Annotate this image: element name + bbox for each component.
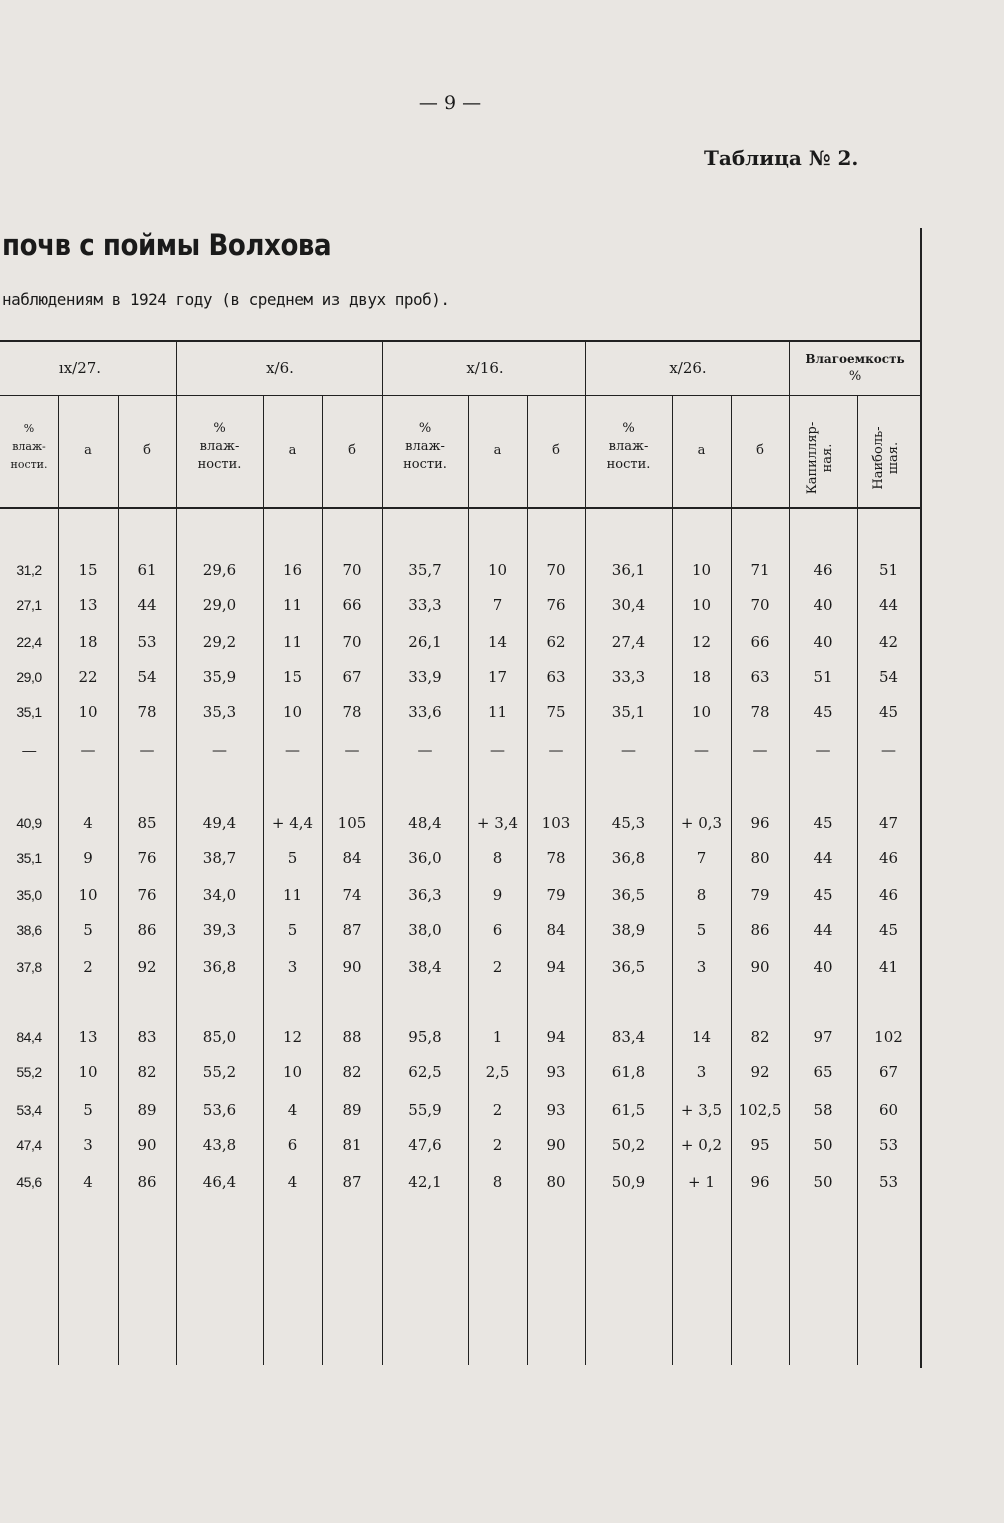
table-cell: 41 — [878, 958, 899, 976]
table-cell: 2 — [492, 1101, 503, 1119]
group-header: ıx/27. — [58, 359, 102, 377]
capillary-header: Капилляр- ная. — [805, 421, 835, 495]
table-cell: 70 — [342, 561, 362, 579]
table-cell: 3 — [696, 958, 707, 976]
table-cell: 83 — [137, 1028, 157, 1046]
table-cell: 103 — [541, 814, 571, 832]
table-cell: 31,2 — [16, 562, 42, 578]
table-cell: 45 — [813, 814, 833, 832]
table-cell: 92 — [137, 958, 157, 976]
subtitle: наблюдениям в 1924 году (в среднем из двух проб). — [2, 290, 450, 309]
table-cell: 80 — [546, 1173, 566, 1191]
table-cell: 53 — [878, 1173, 899, 1191]
table-cell: 53,6 — [202, 1101, 237, 1119]
table-cell: 66 — [342, 596, 362, 614]
table-cell: 50,9 — [611, 1173, 646, 1191]
table-cell: 36,8 — [202, 958, 237, 976]
table-cell: 45,6 — [16, 1174, 42, 1190]
table-cell: 8 — [492, 1173, 503, 1191]
table-cell: 36,3 — [408, 886, 442, 904]
table-cell: — — [694, 741, 709, 759]
table-cell: 6 — [287, 1136, 298, 1154]
table-cell: 82 — [750, 1028, 770, 1046]
table-cell: 55,2 — [16, 1064, 42, 1080]
table-cell: 33,3 — [408, 596, 442, 614]
table-cell: 65 — [813, 1063, 833, 1081]
table-cell: 75 — [546, 703, 566, 721]
table-cell: 38,6 — [16, 922, 42, 938]
table-cell: 33,6 — [408, 703, 442, 721]
subheader-moisture — [382, 420, 468, 474]
table-row — [0, 697, 920, 727]
table-cell: 53 — [137, 633, 157, 651]
table-cell: 70 — [750, 596, 770, 614]
table-cell: 15 — [78, 561, 98, 579]
table-cell: 2 — [492, 1136, 503, 1154]
capacity-unit: % — [848, 369, 862, 384]
table-cell: 5 — [83, 921, 93, 939]
table-row — [0, 662, 920, 692]
table-row — [0, 880, 920, 910]
moisture-label: ности. — [403, 457, 447, 472]
table-cell: 42 — [878, 633, 899, 651]
table-cell: 10 — [282, 1063, 303, 1081]
table-row — [0, 1095, 920, 1125]
table-row — [0, 1022, 920, 1052]
table-cell: 89 — [137, 1101, 157, 1119]
table-cell: 79 — [546, 886, 566, 904]
subheader-moisture — [0, 420, 58, 474]
table-cell: 90 — [750, 958, 770, 976]
table-cell: 38,9 — [611, 921, 646, 939]
table-cell: 83,4 — [611, 1028, 646, 1046]
table-cell: 36,8 — [611, 849, 646, 867]
table-cell: 45,3 — [611, 814, 646, 832]
moisture-label: влаж- — [199, 439, 240, 454]
table-cell: — — [621, 741, 636, 759]
table-cell: 16 — [282, 561, 303, 579]
table-cell: 51 — [878, 561, 899, 579]
table-cell: 38,7 — [202, 849, 237, 867]
table-cell: 13 — [78, 1028, 98, 1046]
table-cell: 88 — [342, 1028, 362, 1046]
subheader-b: б — [348, 443, 356, 458]
table-cell: 26,1 — [408, 633, 442, 651]
page-title: почв с поймы Волхова — [2, 228, 332, 262]
table-cell: 76 — [137, 849, 157, 867]
subheader-a: а — [697, 443, 706, 458]
table-cell: 10 — [691, 703, 712, 721]
table-cell: 11 — [282, 633, 303, 651]
table-cell: 78 — [342, 703, 362, 721]
table-cell: 76 — [137, 886, 157, 904]
table-row — [0, 627, 920, 657]
table-cell: 44 — [813, 849, 833, 867]
table-cell: 46 — [813, 561, 833, 579]
table-cell: 74 — [342, 886, 362, 904]
table-cell: 9 — [492, 886, 503, 904]
table-cell: 27,1 — [16, 597, 42, 613]
table-cell: 3 — [696, 1063, 707, 1081]
table-cell: 13 — [78, 596, 98, 614]
greatest-header: Наиболь- шая. — [871, 426, 901, 490]
table-cell: — — [139, 741, 155, 759]
table-cell: 8 — [492, 849, 503, 867]
table-cell: 50 — [813, 1173, 833, 1191]
table-cell: — — [22, 742, 36, 758]
table-cell: 70 — [342, 633, 362, 651]
pct-sign: % — [418, 421, 432, 436]
table-row — [0, 1167, 920, 1197]
table-cell: 36,1 — [611, 561, 646, 579]
table-cell: 70 — [546, 561, 566, 579]
table-cell: 38,4 — [408, 958, 442, 976]
table-cell: 76 — [546, 596, 566, 614]
table-cell: 67 — [342, 668, 362, 686]
table-cell: 53,4 — [16, 1102, 42, 1118]
table-cell: — — [815, 741, 831, 759]
table-cell: 35,1 — [16, 850, 42, 866]
table-cell: 54 — [137, 668, 157, 686]
table-cell: 89 — [342, 1101, 362, 1119]
header-bottom-rule — [0, 507, 922, 509]
subheader-a: а — [288, 443, 297, 458]
table-cell: 63 — [750, 668, 770, 686]
table-row — [0, 915, 920, 945]
table-cell: + 0,2 — [680, 1136, 723, 1154]
table-cell: 61 — [137, 561, 157, 579]
moisture-label: ности. — [10, 458, 48, 471]
table-cell: — — [212, 741, 227, 759]
group-header: x/6. — [266, 359, 294, 377]
table-cell: 44 — [878, 596, 899, 614]
table-cell: 11 — [487, 703, 508, 721]
table-cell: 82 — [342, 1063, 362, 1081]
table-cell: 29,2 — [202, 633, 237, 651]
table-cell: 12 — [282, 1028, 303, 1046]
table-cell: 3 — [83, 1136, 93, 1154]
table-cell: 35,0 — [16, 887, 42, 903]
table-cell: 47,6 — [408, 1136, 442, 1154]
pct-sign: % — [622, 421, 635, 436]
table-cell: 58 — [813, 1101, 833, 1119]
table-cell: 17 — [487, 668, 508, 686]
table-cell: 85,0 — [202, 1028, 237, 1046]
subheader-a: а — [84, 443, 92, 458]
table-cell: 93 — [546, 1063, 566, 1081]
table-cell: 94 — [546, 958, 566, 976]
table-cell: 10 — [78, 703, 98, 721]
table-cell: 10 — [282, 703, 303, 721]
table-cell: 45 — [878, 921, 899, 939]
table-cell: — — [752, 741, 768, 759]
table-cell: + 0,3 — [680, 814, 723, 832]
table-cell: 33,9 — [408, 668, 442, 686]
table-cell: 80 — [750, 849, 770, 867]
table-cell: 2 — [492, 958, 503, 976]
table-cell: 4 — [83, 1173, 93, 1191]
table-cell: 94 — [546, 1028, 566, 1046]
group-header: x/16. — [466, 359, 504, 377]
table-cell: 63 — [546, 668, 566, 686]
table-cell: 35,7 — [408, 561, 442, 579]
table-cell: 2 — [83, 958, 93, 976]
table-cell: — — [285, 741, 300, 759]
table-cell: 46 — [878, 849, 899, 867]
table-label: Таблица № 2. — [704, 146, 859, 170]
table-cell: 95 — [750, 1136, 770, 1154]
table-cell: 46 — [878, 886, 899, 904]
table-cell: 49,4 — [202, 814, 237, 832]
table-cell: 40 — [813, 958, 833, 976]
table-cell: 85 — [137, 814, 157, 832]
table-cell: 102,5 — [738, 1101, 782, 1119]
table-cell: 18 — [78, 633, 98, 651]
table-cell: 7 — [492, 596, 503, 614]
table-row — [0, 735, 920, 765]
table-cell: 43,8 — [202, 1136, 237, 1154]
table-cell: 3 — [287, 958, 298, 976]
table-cell: 86 — [750, 921, 770, 939]
table-cell: 11 — [282, 596, 303, 614]
table-cell: + 3,5 — [680, 1101, 723, 1119]
table-cell: 44 — [137, 596, 157, 614]
moisture-label: ности. — [606, 457, 651, 472]
subheader-a: а — [493, 443, 502, 458]
table-row — [0, 952, 920, 982]
table-cell: 45 — [878, 703, 899, 721]
table-cell: 66 — [750, 633, 770, 651]
table-cell: 84,4 — [16, 1029, 42, 1045]
table-cell: 50,2 — [611, 1136, 646, 1154]
moisture-label: ности. — [197, 457, 242, 472]
table-cell: 45 — [813, 703, 833, 721]
table-cell: 14 — [691, 1028, 712, 1046]
capacity-header — [790, 350, 920, 386]
table-cell: 78 — [546, 849, 566, 867]
table-cell: 40,9 — [16, 815, 42, 831]
table-cell: 54 — [878, 668, 899, 686]
table-cell: 35,1 — [611, 703, 646, 721]
table-cell: 84 — [546, 921, 566, 939]
table-cell: 6 — [492, 921, 503, 939]
table-cell: 86 — [137, 921, 157, 939]
header-group-rule — [0, 395, 922, 396]
table-cell: 10 — [487, 561, 508, 579]
table-cell: 48,4 — [408, 814, 442, 832]
table-cell: 61,5 — [611, 1101, 646, 1119]
moisture-label: влаж- — [608, 439, 649, 454]
table-cell: 15 — [282, 668, 303, 686]
table-cell: 42,1 — [408, 1173, 442, 1191]
table-cell: 40 — [813, 596, 833, 614]
table-cell: 36,0 — [408, 849, 442, 867]
table-cell: 50 — [813, 1136, 833, 1154]
table-right-border — [920, 228, 922, 1368]
table-cell: 37,8 — [16, 959, 42, 975]
table-cell: 4 — [287, 1101, 298, 1119]
table-cell: 105 — [337, 814, 367, 832]
table-cell: 67 — [878, 1063, 899, 1081]
table-cell: — — [80, 741, 96, 759]
table-cell: 38,0 — [408, 921, 442, 939]
table-cell: 90 — [546, 1136, 566, 1154]
table-cell: 93 — [546, 1101, 566, 1119]
table-cell: 86 — [137, 1173, 157, 1191]
moisture-label: влаж- — [12, 440, 46, 453]
table-cell: 84 — [342, 849, 362, 867]
table-cell: 5 — [287, 849, 298, 867]
subheader-b: б — [756, 443, 764, 458]
table-cell: 60 — [878, 1101, 899, 1119]
table-cell: 55,2 — [202, 1063, 237, 1081]
table-cell: 34,0 — [202, 886, 237, 904]
table-cell: 4 — [287, 1173, 298, 1191]
table-cell: 29,6 — [202, 561, 237, 579]
table-cell: 82 — [137, 1063, 157, 1081]
table-cell: 79 — [750, 886, 770, 904]
table-cell: — — [417, 741, 433, 759]
table-cell: 36,5 — [611, 886, 646, 904]
table-cell: 35,1 — [16, 704, 42, 720]
capacity-label: Влагоемкость — [805, 352, 905, 366]
table-row — [0, 555, 920, 585]
moisture-label: влаж- — [405, 439, 445, 454]
table-cell: 51 — [813, 668, 833, 686]
table-cell: 1 — [492, 1028, 503, 1046]
table-cell: + 4,4 — [271, 814, 314, 832]
table-cell: 39,3 — [202, 921, 237, 939]
table-cell: 10 — [691, 561, 712, 579]
table-cell: 27,4 — [611, 633, 646, 651]
table-cell: 44 — [813, 921, 833, 939]
group-header: x/26. — [669, 359, 707, 377]
table-cell: — — [344, 741, 360, 759]
pct-sign: % — [23, 422, 35, 435]
table-row — [0, 1130, 920, 1160]
table-cell: 90 — [137, 1136, 157, 1154]
table-cell: 5 — [287, 921, 298, 939]
pct-sign: % — [213, 421, 226, 436]
table-cell: 33,3 — [611, 668, 646, 686]
table-cell: 2,5 — [485, 1063, 510, 1081]
table-cell: 61,8 — [611, 1063, 646, 1081]
table-cell: 97 — [813, 1028, 833, 1046]
table-cell: 78 — [750, 703, 770, 721]
table-cell: 71 — [750, 561, 770, 579]
table-cell: 46,4 — [202, 1173, 237, 1191]
table-cell: — — [490, 741, 505, 759]
table-cell: 7 — [696, 849, 707, 867]
table-cell: 8 — [696, 886, 707, 904]
table-cell: 36,5 — [611, 958, 646, 976]
table-cell: 92 — [750, 1063, 770, 1081]
table-cell: 11 — [282, 886, 303, 904]
table-cell: 96 — [750, 814, 770, 832]
table-cell: 10 — [691, 596, 712, 614]
table-cell: 45 — [813, 886, 833, 904]
table-cell: 62,5 — [408, 1063, 442, 1081]
table-cell: 62 — [546, 633, 566, 651]
table-cell: 55,9 — [408, 1101, 442, 1119]
page-number: — 9 — — [418, 92, 482, 114]
table-cell: 53 — [878, 1136, 899, 1154]
table-cell: 30,4 — [611, 596, 646, 614]
table-cell: 40 — [813, 633, 833, 651]
table-cell: 78 — [137, 703, 157, 721]
table-cell: 95,8 — [408, 1028, 442, 1046]
subheader-b: б — [552, 443, 560, 458]
table-cell: 90 — [342, 958, 362, 976]
table-cell: 96 — [750, 1173, 770, 1191]
table-cell: + 3,4 — [476, 814, 519, 832]
table-cell: 14 — [487, 633, 508, 651]
table-cell: 35,9 — [202, 668, 237, 686]
table-cell: 18 — [691, 668, 712, 686]
table-cell: — — [881, 741, 896, 759]
table-cell: 35,3 — [202, 703, 237, 721]
table-cell: 102 — [874, 1028, 903, 1046]
table-cell: 5 — [83, 1101, 93, 1119]
table-cell: + 1 — [688, 1173, 715, 1191]
table-cell: 47,4 — [16, 1137, 42, 1153]
table-row — [0, 843, 920, 873]
table-cell: 9 — [83, 849, 93, 867]
table-cell: 29,0 — [16, 669, 42, 685]
table-cell: 29,0 — [202, 596, 237, 614]
table-cell: 5 — [696, 921, 707, 939]
table-cell: 10 — [78, 1063, 98, 1081]
table-row — [0, 590, 920, 620]
table-cell: 22 — [78, 668, 98, 686]
table-cell: 4 — [83, 814, 93, 832]
table-cell: 87 — [342, 1173, 362, 1191]
subheader-b: б — [143, 443, 151, 458]
table-cell: 22,4 — [16, 634, 42, 650]
subheader-moisture — [585, 420, 672, 474]
table-cell: 47 — [878, 814, 899, 832]
table-cell: 12 — [691, 633, 712, 651]
table-row — [0, 808, 920, 838]
table-cell: 10 — [78, 886, 98, 904]
table-cell: 87 — [342, 921, 362, 939]
table-cell: 81 — [342, 1136, 362, 1154]
table-top-rule — [0, 340, 922, 342]
table-cell: — — [548, 741, 564, 759]
table-row — [0, 1057, 920, 1087]
subheader-moisture — [176, 420, 263, 474]
